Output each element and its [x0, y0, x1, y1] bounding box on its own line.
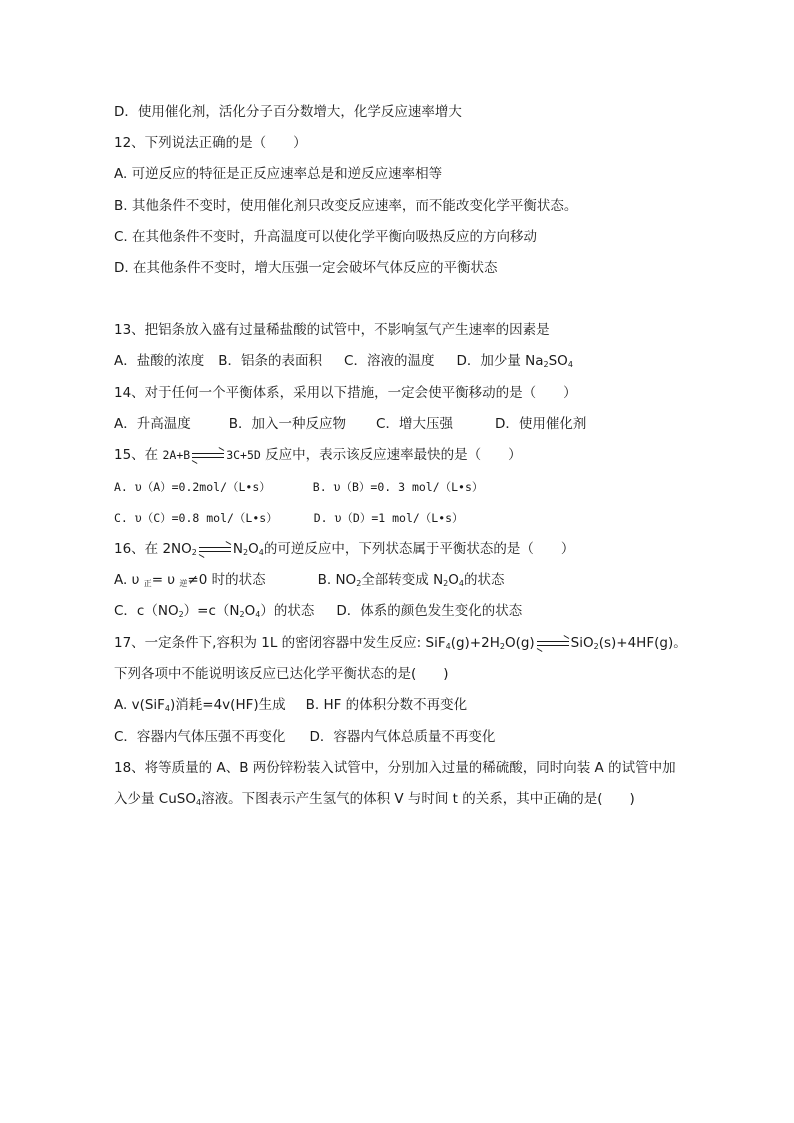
q13-option-b: B．铝条的表面积: [218, 353, 323, 369]
q17-options-cd: [114, 727, 495, 747]
q14-option-a: A．升高温度: [114, 416, 191, 432]
q18-stem-line1: 18、将等质量的 A、B 两份锌粉装入试管中，分别加入过量的稀硫酸，同时向装 A 的试管中加: [114, 760, 676, 776]
q17-option-a: A. v(SiF$_4$)消耗=4v(HF)生成: [114, 697, 286, 713]
q17-stem-line1: 17、一定条件下,容积为 1L 的密闭容器中发生反应: $SiF_4(g)+2H_2O(g)$ SiO$_2$(s)+4HF(g)。: [114, 635, 687, 651]
q16-option-b: B. $NO_2$全部转变成 $N_2O_4$的状态: [317, 572, 505, 588]
equilibrium-arrow-icon: [192, 451, 224, 459]
equation-right: 3C+5D: [226, 448, 261, 462]
q17-option-b: B. HF 的体积分数不再变化: [305, 697, 468, 713]
q14-options: [114, 414, 586, 434]
q12-stem: 12、下列说法正确的是（ ）: [114, 135, 307, 151]
q17-option-c: C．容器内气体压强不再变化: [114, 729, 286, 745]
q13-options: [114, 351, 573, 375]
q15-options-ab: [114, 477, 483, 497]
q16-option-c: C．$c(NO_2)=c(N_2O_4)$的状态: [114, 603, 315, 619]
q12-option-b: B. 其他条件不变时，使用催化剂只改变反应速率，而不能改变化学平衡状态。: [114, 198, 578, 214]
q17-stem-line2: 下列各项中不能说明该反应已达化学平衡状态的是( ): [114, 666, 449, 682]
q17-options-ab: [114, 695, 467, 719]
equilibrium-arrow-icon: [537, 639, 569, 647]
q13-option-c: C．溶液的温度: [344, 353, 435, 369]
q11-option-d: D．使用催化剂，活化分子百分数增大，化学反应速率增大: [114, 104, 462, 120]
q12-option-d: D. 在其他条件不变时，增大压强一定会破坏气体反应的平衡状态: [114, 260, 498, 276]
formula-subscript: 4: [567, 360, 573, 369]
q14-option-c: C．增大压强: [376, 416, 453, 432]
q15-option-c: C. υ（C）=0.8 mol/（L•s）: [114, 511, 278, 525]
q16-stem: 16、在 $2NO_2$ $N_2O_4$的可逆反应中，下列状态属于平衡状态的是（ ）: [114, 541, 575, 557]
equilibrium-arrow-icon: [199, 545, 231, 553]
q16-options-cd: [114, 601, 522, 625]
formula-part: SO: [548, 353, 568, 369]
q15-option-d: D. υ（D）=1 mol/（L•s）: [313, 511, 464, 525]
q12-option-c: C. 在其他条件不变时，升高温度可以使化学平衡向吸热反应的方向移动: [114, 229, 538, 245]
equation-left: 2A+B: [162, 448, 191, 462]
q15-stem: 15、在 2A+B 3C+5D 反应中，表示该反应速率最快的是（ ）: [114, 447, 522, 463]
q13-option-d: D．加少量 Na: [456, 353, 544, 369]
q18-stem-line2: 入少量 CuSO$_4$溶液。下图表示产生氢气的体积 V 与时间 t 的关系，其中正确的是( ): [114, 791, 635, 807]
q13-option-a: A．盐酸的浓度: [114, 353, 205, 369]
q14-option-d: D．使用催化剂: [494, 416, 587, 432]
q15-option-b: B. υ（B）=0. 3 mol/（L•s）: [312, 480, 484, 494]
q17-option-d: D．容器内气体总质量不再变化: [309, 729, 496, 745]
q13-stem: 13、把铝条放入盛有过量稀盐酸的试管中，不影响氢气产生速率的因素是: [114, 322, 550, 338]
q14-stem: 14、对于任何一个平衡体系，采用以下措施，一定会使平衡移动的是（ ）: [114, 385, 577, 401]
q14-option-b: B．加入一种反应物: [228, 416, 347, 432]
q16-option-d: D．体系的颜色发生变化的状态: [336, 603, 523, 619]
q16-options-ab: [114, 570, 505, 594]
q15-options-cd: [114, 508, 464, 528]
q15-option-a: A. υ（A）=0.2mol/（L•s）: [114, 480, 271, 494]
formula-subscript: 2: [543, 360, 549, 369]
q16-option-a: A. υ $_正$= υ $_逆$≠0 时的状态: [114, 572, 266, 588]
q12-option-a: A. 可逆反应的特征是正反应速率总是和逆反应速率相等: [114, 166, 443, 182]
